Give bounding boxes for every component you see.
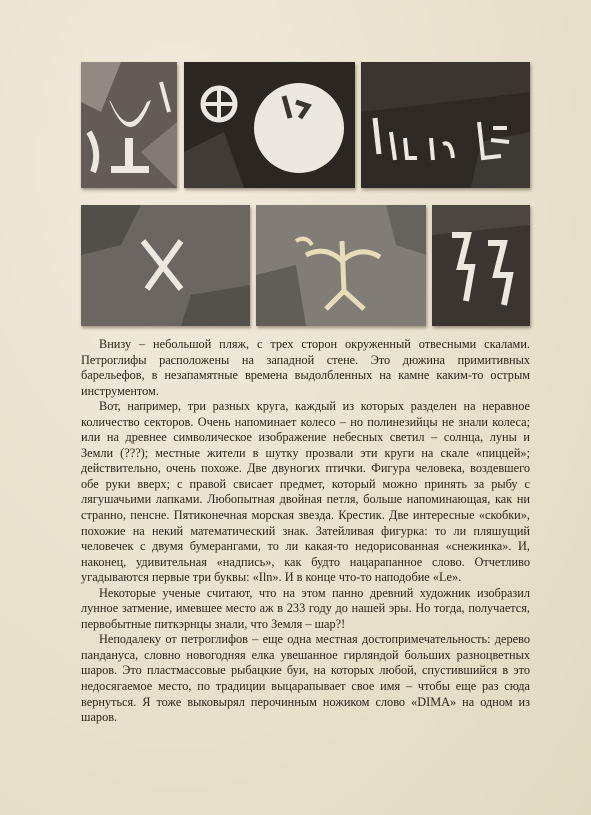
paragraph-circles: Вот, например, три разных круга, каждый из которых разделен на неравное количество секторов. Очень напоминает колесо – но полинезийцы не знали колеса; или на древнее символическое изображение небесных светил – солнца, луны и Земли (???); местные жители в шутку прозвали эти круги на скале «пиццей»; действительно, очень похоже. Две двуногих птички. Фигура человека, воздевшего обе руки вверх; с правой свисает предмет, который можно принять за рыбу с лягушачьими лапками. Любопытная двойная петля, больше напоминающая, как ни странно, пенсне. Пятиконечная морская звезда. Крестик. Две интересные «скобки», похожие на некий математический знак. Затейливая фигурка: то ли пляшущий человечек с двумя бумерангами, то ли какая-то недорисованная «снежинка». И, наконец, удивительная «надпись», как будто нацарапанное слово. Отчетливо угадываются первые три буквы: «Iln». И в конце что-то наподобие «Le».: [81, 399, 530, 585]
petroglyph-photo-circles: [184, 62, 355, 188]
paragraph-beach: Внизу – небольшой пляж, с трех сторон окруженный отвесными скалами. Петроглифы расположены на западной стене. Это дюжина примитивных барельефов, в незапамятные времена выдолбленных на камне каким-то острым инструментом.: [81, 337, 530, 398]
petroglyph-photo-inscription: [361, 62, 530, 188]
paragraph-eclipse: Некоторые ученые считают, что на этом панно древний художник изобразил лунное затмение, имевшее место аж в 233 году до нашей эры. Но тогда, получается, первобытные питкэрнцы знали, что Земля – шар?!: [81, 585, 530, 631]
petroglyph-photo-dancing-figure: [256, 205, 426, 326]
petroglyph-photo-cross: [81, 205, 250, 326]
petroglyph-photo-brackets: [432, 205, 530, 326]
article-body: [81, 337, 530, 726]
petroglyph-photo-chalice: [81, 62, 177, 188]
paragraph-pandanus: Неподалеку от петроглифов – еще одна местная достопримечательность: дерево пандануса, словно новогодняя елка увешанное гирляндой больших разноцветных шаров. Это пластмассовые рыбацкие буи, на которых любой, спустившийся в это недосягаемое место, по традиции выцарапывает свое имя – чтобы еще раз сюда вернуться. Я тоже выковырял перочинным ножиком слово «DIMA» на одном из шаров.: [81, 632, 530, 725]
